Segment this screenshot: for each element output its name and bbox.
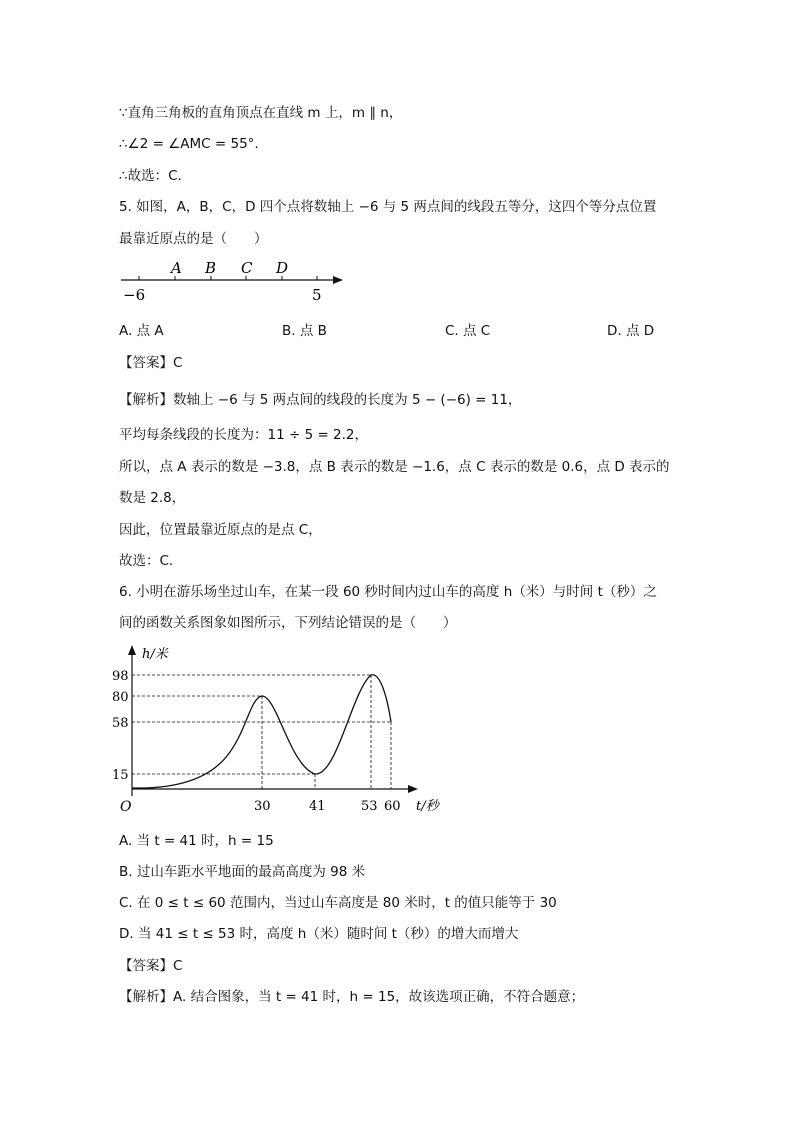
- x-tick-label: 53: [361, 799, 378, 814]
- option-6d: D. 当 41 ≤ t ≤ 53 时，高度 h（米）随时间 t（秒）的增大而增大: [119, 926, 519, 942]
- y-tick-label: 98: [112, 669, 129, 684]
- explanation-5: 因此，位置最靠近原点的是点 C，: [119, 522, 322, 538]
- y-axis-label: h/米: [142, 647, 168, 662]
- question-5-stem: 5. 如图，A，B，C，D 四个点将数轴上 −6 与 5 两点间的线段五等分，这四个等分点位置: [119, 199, 657, 215]
- answer-5: 【答案】C: [119, 355, 183, 371]
- option-c: C. 点 C: [445, 323, 491, 339]
- explanation-5: 数是 2.8，: [119, 490, 186, 506]
- point-label-a: A: [171, 259, 182, 277]
- explanation-5: 故选：C.: [119, 553, 174, 569]
- question-6-stem-cont: 间的函数关系图象如图所示，下列结论错误的是（ ）: [119, 615, 457, 631]
- option-d: D. 点 D: [607, 323, 655, 339]
- point-label-c: C: [241, 259, 253, 277]
- explanation-5: 所以，点 A 表示的数是 −3.8，点 B 表示的数是 −1.6，点 C 表示的数是 0.6，点 D 表示的: [119, 459, 670, 475]
- option-6c: C. 在 0 ≤ t ≤ 60 范围内，当过山车高度是 80 米时，t 的值只能等于 30: [119, 895, 557, 911]
- x-tick-label: 30: [254, 799, 271, 814]
- text-line: ∵直角三角板的直角顶点在直线 m 上，m ∥ n，: [119, 105, 403, 121]
- point-label-b: B: [205, 259, 217, 277]
- option-b: B. 点 B: [282, 323, 327, 339]
- guide-lines: [132, 675, 391, 789]
- arrow-right-icon: [333, 276, 343, 284]
- height-curve: [132, 675, 391, 788]
- option-6b: B. 过山车距水平地面的最高高度为 98 米: [119, 864, 366, 880]
- option-6a: A. 当 t = 41 时，h = 15: [119, 833, 274, 849]
- question-5-stem-cont: 最靠近原点的是（ ）: [119, 231, 268, 247]
- origin-label: O: [120, 799, 132, 815]
- answer-6: 【答案】C: [119, 958, 183, 974]
- number-line-figure: [119, 258, 349, 306]
- y-tick-label: 15: [112, 768, 129, 783]
- point-label-d: D: [276, 259, 289, 277]
- x-tick-label: 41: [309, 799, 326, 814]
- explanation-5: 平均每条线段的长度为：11 ÷ 5 = 2.2，: [119, 427, 369, 443]
- tick-label-left: −6: [123, 286, 146, 304]
- tick-label-right: 5: [312, 286, 322, 304]
- explanation-6: 【解析】A. 结合图象，当 t = 41 时，h = 15，故该选项正确，不符合题意；: [119, 989, 585, 1005]
- text-line: ∴∠2 = ∠AMC = 55°.: [119, 136, 259, 152]
- y-tick-label: 58: [112, 716, 129, 731]
- option-a: A. 点 A: [119, 323, 164, 339]
- x-tick-label: 60: [384, 799, 401, 814]
- text-line: ∴故选：C.: [119, 168, 182, 184]
- question-6-stem: 6. 小明在游乐场坐过山车，在某一段 60 秒时间内过山车的高度 h（米）与时间 t（秒）之: [119, 584, 657, 600]
- y-tick-label: 80: [112, 690, 129, 705]
- x-axis-label: t/秒: [416, 799, 439, 814]
- arrow-up-icon: [128, 645, 136, 655]
- explanation-5: 【解析】数轴上 −6 与 5 两点间的线段的长度为 5 − (−6) = 11，: [119, 392, 522, 408]
- height-time-graph: [112, 636, 452, 818]
- arrow-right-icon: [408, 785, 418, 793]
